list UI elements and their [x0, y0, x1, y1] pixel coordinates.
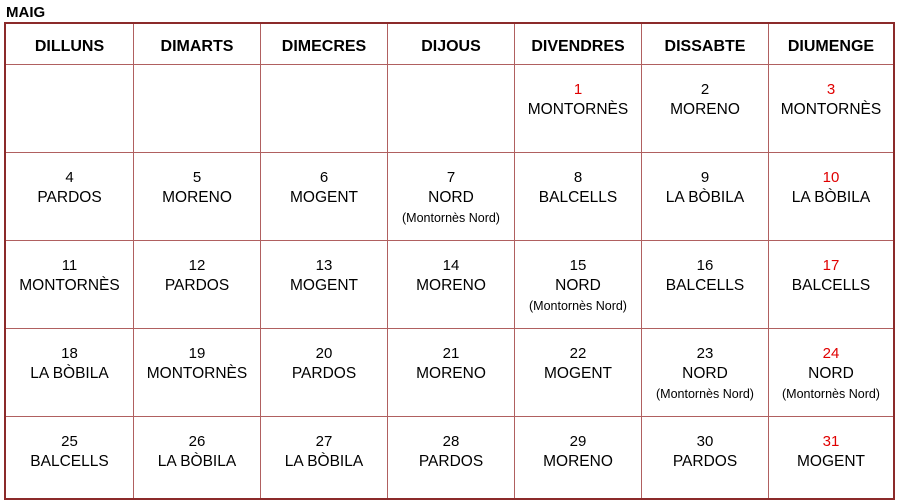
day-location-note: (Montornès Nord) [529, 299, 627, 313]
day-location: MOGENT [543, 365, 613, 382]
day-number: 31 [822, 433, 840, 450]
day-number: 21 [442, 345, 460, 362]
empty-day-cell [134, 65, 261, 153]
day-cell [134, 329, 261, 417]
day-number: 10 [822, 169, 840, 186]
day-location: LA BÒBILA [791, 189, 871, 206]
day-cell [388, 329, 515, 417]
day-location: MOGENT [289, 189, 359, 206]
day-cell [134, 417, 261, 498]
day-location: MORENO [543, 453, 613, 470]
day-cell [388, 241, 515, 329]
day-location: MORENO [416, 277, 486, 294]
day-location: MONTORNÈS [780, 101, 882, 118]
day-cell [515, 241, 642, 329]
weekday-header: DILLUNS [6, 24, 134, 65]
day-location: BALCELLS [791, 277, 871, 294]
day-cell [769, 153, 893, 241]
day-location: NORD [808, 365, 854, 382]
day-location: MORENO [670, 101, 740, 118]
day-location: MONTORNÈS [19, 277, 120, 294]
day-location: LA BÒBILA [665, 189, 745, 206]
empty-day-cell [388, 65, 515, 153]
day-number: 23 [696, 345, 714, 362]
day-location: MORENO [162, 189, 232, 206]
day-cell [134, 153, 261, 241]
day-cell [642, 329, 769, 417]
day-number: 11 [61, 257, 78, 274]
day-cell [134, 241, 261, 329]
day-cell [261, 329, 388, 417]
empty-day-cell [6, 65, 134, 153]
day-cell [261, 241, 388, 329]
empty-day-cell [261, 65, 388, 153]
day-number: 28 [442, 433, 460, 450]
day-number: 22 [569, 345, 587, 362]
day-number: 26 [188, 433, 206, 450]
weekday-header: DIJOUS [388, 24, 515, 65]
day-location: MOGENT [796, 453, 866, 470]
day-cell [388, 417, 515, 498]
day-number: 18 [61, 345, 78, 362]
day-cell [515, 417, 642, 498]
day-number: 3 [826, 81, 836, 98]
day-cell [642, 417, 769, 498]
day-number: 27 [315, 433, 333, 450]
day-number: 30 [696, 433, 714, 450]
day-location: PARDOS [291, 365, 357, 382]
day-number: 15 [569, 257, 587, 274]
day-number: 20 [315, 345, 333, 362]
day-number: 4 [65, 169, 74, 186]
day-cell [515, 65, 642, 153]
day-number: 5 [192, 169, 202, 186]
day-cell [6, 329, 134, 417]
day-location: NORD [428, 189, 474, 206]
day-number: 13 [315, 257, 333, 274]
day-location: BALCELLS [30, 453, 109, 470]
calendar-grid [4, 22, 895, 500]
day-cell [388, 153, 515, 241]
day-number: 16 [696, 257, 714, 274]
day-location: MORENO [416, 365, 486, 382]
day-location: PARDOS [164, 277, 230, 294]
day-number: 19 [188, 345, 206, 362]
day-cell [769, 329, 893, 417]
day-location: PARDOS [418, 453, 484, 470]
day-number: 17 [822, 257, 840, 274]
day-number: 7 [446, 169, 456, 186]
day-number: 14 [442, 257, 460, 274]
day-number: 8 [573, 169, 583, 186]
day-cell [642, 153, 769, 241]
day-number: 9 [700, 169, 710, 186]
day-location-note: (Montornès Nord) [782, 387, 880, 401]
day-location: NORD [555, 277, 601, 294]
day-cell [642, 65, 769, 153]
weekday-header: DIVENDRES [515, 24, 642, 65]
day-number: 2 [700, 81, 710, 98]
day-location: LA BÒBILA [284, 453, 364, 470]
weekday-header: DIMARTS [134, 24, 261, 65]
day-location: PARDOS [672, 453, 738, 470]
day-location: MONTORNÈS [146, 365, 248, 382]
day-number: 29 [569, 433, 587, 450]
day-cell [769, 65, 893, 153]
day-location-note: (Montornès Nord) [402, 211, 500, 225]
weekday-header: DISSABTE [642, 24, 769, 65]
day-cell [515, 329, 642, 417]
day-cell [6, 241, 134, 329]
weekday-header: DIMECRES [261, 24, 388, 65]
day-cell [261, 417, 388, 498]
day-cell [261, 153, 388, 241]
day-number: 25 [61, 433, 78, 450]
day-cell [769, 417, 893, 498]
day-location: LA BÒBILA [30, 365, 109, 382]
day-location: PARDOS [37, 189, 102, 206]
day-cell [769, 241, 893, 329]
day-location: BALCELLS [665, 277, 745, 294]
day-number: 24 [822, 345, 840, 362]
day-location: MOGENT [289, 277, 359, 294]
day-cell [6, 153, 134, 241]
day-cell [515, 153, 642, 241]
month-title: MAIG [6, 4, 46, 21]
day-cell [642, 241, 769, 329]
day-cell [6, 417, 134, 498]
day-number: 6 [319, 169, 329, 186]
day-location: MONTORNÈS [527, 101, 629, 118]
day-location-note: (Montornès Nord) [656, 387, 754, 401]
day-location: LA BÒBILA [157, 453, 237, 470]
day-location: NORD [682, 365, 728, 382]
day-number: 1 [573, 81, 583, 98]
day-number: 12 [188, 257, 206, 274]
weekday-header: DIUMENGE [769, 24, 893, 65]
day-location: BALCELLS [538, 189, 618, 206]
